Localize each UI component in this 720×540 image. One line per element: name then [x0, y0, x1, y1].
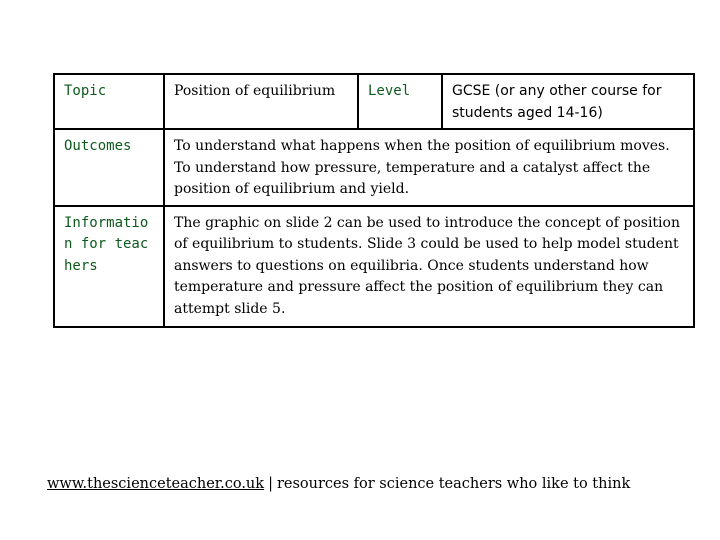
- outcome-item: To understand how pressure, temperature and a catalyst affect the position of equilibrium and yield.: [174, 159, 651, 197]
- outcomes-row: [54, 129, 694, 206]
- level-label: Level: [358, 74, 442, 129]
- lesson-info-table: [53, 73, 695, 328]
- topic-row: [54, 74, 694, 129]
- info-value: The graphic on slide 2 can be used to introduce the concept of position of equilibrium to students. Slide 3 could be used to help model student answers to questions on equilibria. Once students understand how temperature and pressure affect the position of equilibrium they can attempt slide 5.: [164, 206, 694, 328]
- outcomes-value: [164, 129, 694, 206]
- info-label: Information for teachers: [54, 206, 164, 328]
- topic-label: Topic: [54, 74, 164, 129]
- footer: [47, 476, 630, 492]
- footer-separator: |: [268, 476, 273, 492]
- outcome-item: To understand what happens when the position of equilibrium moves.: [174, 138, 670, 154]
- website-link[interactable]: www.thescienceteacher.co.uk: [47, 476, 265, 492]
- footer-tagline: resources for science teachers who like to think: [276, 476, 631, 492]
- topic-value: Position of equilibrium: [164, 74, 358, 129]
- level-value: GCSE (or any other course for students aged 14-16): [442, 74, 694, 129]
- info-row: [54, 206, 694, 328]
- outcomes-label: Outcomes: [54, 129, 164, 206]
